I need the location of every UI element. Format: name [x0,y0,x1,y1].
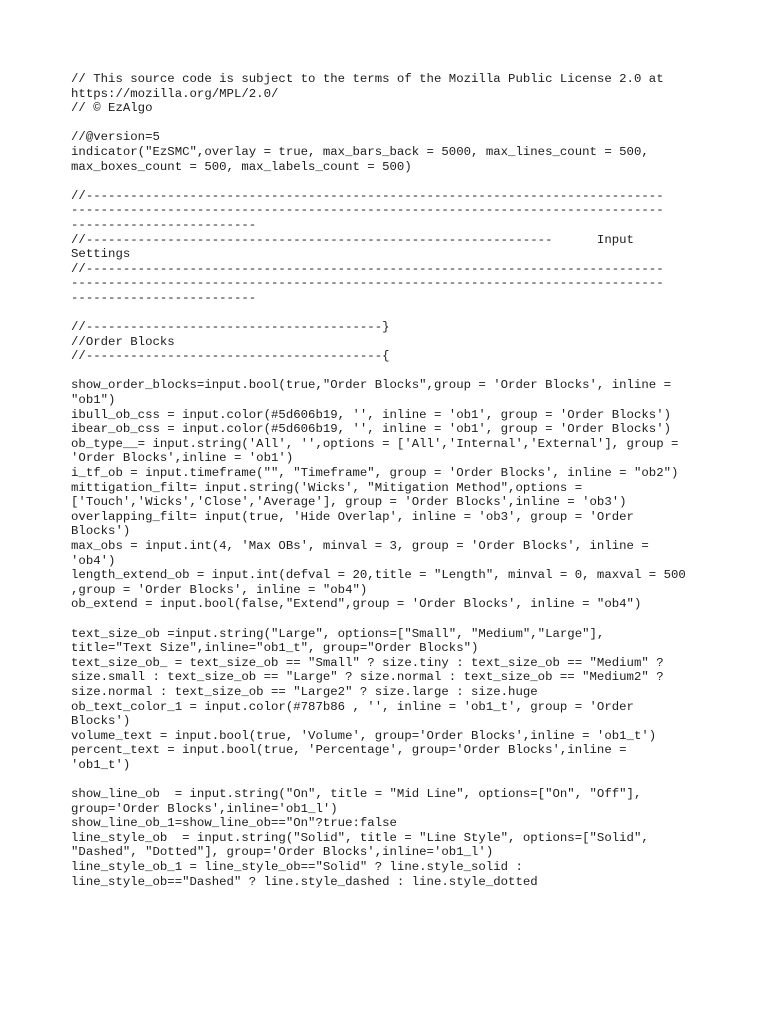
code-line: //----------------------------------------} [71,320,390,335]
code-line: ,group = 'Order Blocks', inline = "ob4") [71,582,368,597]
code-line: overlapping_filt= input(true, 'Hide Overlap', inline = 'ob3', group = 'Order [71,509,634,524]
code-line: line_style_ob = input.string("Solid", title = "Line Style", options=["Solid", [71,830,649,845]
code-line: //------------------------------------------------------------------------------ [71,188,664,203]
blank-line [71,364,711,379]
code-line: text_size_ob_ = text_size_ob == "Small" ? size.tiny : text_size_ob == "Medium" ? [71,655,664,670]
code-line: size.small : text_size_ob == "Large" ? size.normal : text_size_ob == "Medium2" ? [71,670,664,685]
code-line: max_boxes_count = 500, max_labels_count = 500) [71,159,412,174]
code-line: //----------------------------------------{ [71,349,390,364]
code-line: percent_text = input.bool(true, 'Percentage', group='Order Blocks',inline = [71,743,627,758]
code-line: "ob1") [71,393,116,408]
code-line: volume_text = input.bool(true, 'Volume', group='Order Blocks',inline = 'ob1_t') [71,728,657,743]
code-line: Settings [71,247,131,262]
code-line: -------------------------------------------------------------------------------- [71,203,664,218]
code-line: show_line_ob_1=show_line_ob=="On"?true:false [71,816,397,831]
code-line: 'ob1_t') [71,757,131,772]
code-line: // © EzAlgo [71,101,153,116]
code-line: https://mozilla.org/MPL/2.0/ [71,86,279,101]
code-line: ['Touch','Wicks','Close','Average'], group = 'Order Blocks',inline = 'ob3') [71,495,627,510]
document-page [71,72,711,889]
code-line: text_size_ob =input.string("Large", options=["Small", "Medium","Large"], [71,626,605,641]
code-line: //Order Blocks [71,334,175,349]
blank-line [71,612,711,627]
code-line: 'Order Blocks',inline = 'ob1') [71,451,294,466]
code-line: ob_extend = input.bool(false,"Extend",group = 'Order Blocks', inline = "ob4") [71,597,642,612]
blank-line [71,773,711,788]
blank-line [71,116,711,131]
code-line: i_tf_ob = input.timeframe("", "Timeframe", group = 'Order Blocks', inline = "ob2") [71,466,679,481]
code-line: indicator("EzSMC",overlay = true, max_bars_back = 5000, max_lines_count = 500, [71,144,649,159]
code-line: 'ob4') [71,553,116,568]
code-line: Blocks') [71,714,131,729]
code-line: size.normal : text_size_ob == "Large2" ? size.large : size.huge [71,684,538,699]
code-line: //@version=5 [71,130,160,145]
code-line: ------------------------- [71,217,257,232]
code-line: title="Text Size",inline="ob1_t", group="Order Blocks") [71,641,479,656]
code-line: line_style_ob_1 = line_style_ob=="Solid" ? line.style_solid : [71,860,523,875]
code-line: Blocks') [71,524,131,539]
code-line: mittigation_filt= input.string('Wicks', "Mitigation Method",options = [71,480,583,495]
code-line: //------------------------------------------------------------------------------ [71,261,664,276]
code-line: length_extend_ob = input.int(defval = 20,title = "Length", minval = 0, maxval = 500 [71,568,686,583]
code-line: -------------------------------------------------------------------------------- [71,276,664,291]
code-line: //--------------------------------------------------------------- Input [71,232,634,247]
code-line: show_line_ob = input.string("On", title = "Mid Line", options=["On", "Off"], [71,787,642,802]
code-line: max_obs = input.int(4, 'Max OBs', minval = 3, group = 'Order Blocks', inline = [71,539,649,553]
blank-line [71,306,711,321]
code-line: show_order_blocks=input.bool(true,"Order Blocks",group = 'Order Blocks', inline = [71,378,672,393]
code-line: "Dashed", "Dotted"], group='Order Blocks',inline='ob1_l') [71,845,494,860]
code-line: ob_type__= input.string('All', '',options = ['All','Internal','External'], group = [71,436,679,451]
code-line: ibear_ob_css = input.color(#5d606b19, '', inline = 'ob1', group = 'Order Blocks') [71,422,672,437]
code-line: ibull_ob_css = input.color(#5d606b19, '', inline = 'ob1', group = 'Order Blocks') [71,407,672,422]
code-line: // This source code is subject to the terms of the Mozilla Public License 2.0 at [71,72,664,86]
blank-line [71,174,711,189]
code-line: ------------------------- [71,290,257,305]
code-line: group='Order Blocks',inline='ob1_l') [71,801,338,816]
code-line: line_style_ob=="Dashed" ? line.style_dashed : line.style_dotted [71,874,538,889]
code-line: ob_text_color_1 = input.color(#787b86 , '', inline = 'ob1_t', group = 'Order [71,699,634,714]
